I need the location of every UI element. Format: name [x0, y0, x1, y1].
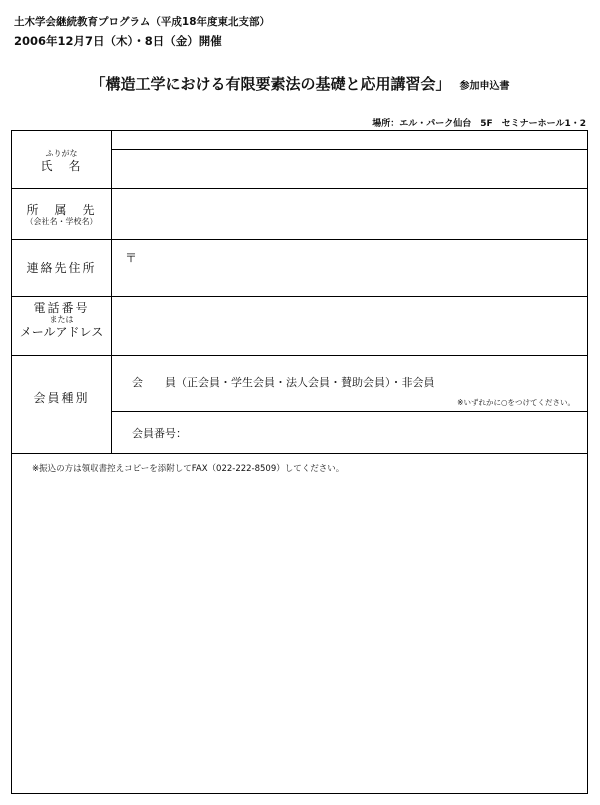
row-divider-address	[12, 296, 587, 297]
name-label-cell	[12, 149, 111, 173]
row-divider-membership	[12, 453, 587, 454]
column-divider	[111, 131, 112, 454]
furigana-label: ふりがな	[45, 149, 78, 158]
membership-label-cell	[12, 391, 111, 405]
page-title: 「構造工学における有限要素法の基礎と応用講習会」	[90, 75, 451, 93]
venue: 場所：エル・パーク仙台 5F セミナーホール1・2	[372, 119, 586, 129]
address-label: 連絡先住所	[26, 261, 97, 275]
or-label: または	[49, 315, 74, 325]
row-divider-name	[12, 188, 587, 189]
title-row	[0, 73, 600, 94]
membership-types[interactable]: 会 員（正会員・学生会員・法人会員・賛助会員）・非会員	[132, 376, 435, 389]
application-form	[11, 130, 588, 794]
membership-divider	[112, 411, 587, 412]
organizer-line: 土木学会継続教育プログラム（平成18年度東北支部）	[14, 16, 271, 28]
event-date: 2006年12月7日（木）・8日（金）開催	[14, 34, 222, 48]
phone-label: 電話番号	[33, 301, 90, 315]
email-label: メールアドレス	[19, 324, 104, 339]
postal-mark: 〒	[125, 251, 138, 265]
name-label: 氏 名	[40, 158, 83, 173]
footnote: ※振込の方は領収書控えコピーを添附してFAX（022-222-8509）してください。	[32, 464, 345, 474]
furigana-divider	[112, 149, 587, 150]
affiliation-label: 所 属 先	[26, 203, 97, 217]
title-suffix: 参加申込書	[459, 81, 510, 92]
membership-note: ※いずれかに○をつけてください。	[457, 398, 575, 407]
row-divider-phone	[12, 355, 587, 356]
phone-label-cell	[12, 301, 111, 339]
membership-label: 会員種別	[33, 391, 90, 405]
affiliation-sub-label: （会社名・学校名）	[25, 217, 98, 227]
row-divider-affiliation	[12, 239, 587, 240]
affiliation-label-cell	[12, 203, 111, 227]
address-label-cell	[12, 261, 111, 275]
member-number-label: 会員番号：	[132, 427, 187, 440]
